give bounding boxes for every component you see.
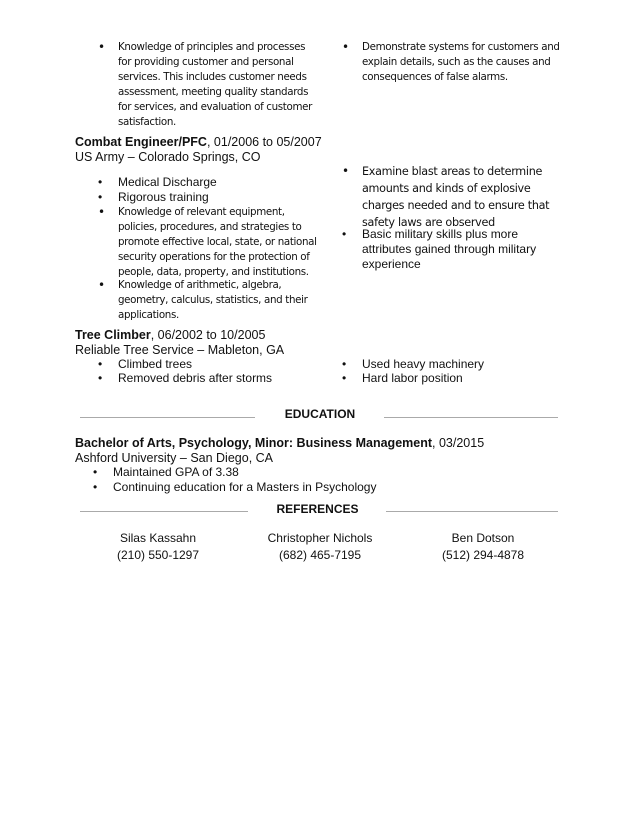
- section-heading-education: EDUCATION: [284, 407, 356, 421]
- job-title: Tree Climber: [75, 328, 151, 342]
- list-item: • Rigorous training: [118, 190, 318, 205]
- reference-entry: [98, 530, 218, 564]
- divider: [80, 417, 255, 418]
- job-title: Combat Engineer/PFC: [75, 135, 207, 149]
- divider: [80, 511, 248, 512]
- reference-phone: (210) 550-1297: [116, 548, 200, 562]
- degree-heading: [75, 436, 484, 451]
- list-item: • Basic military skills plus more attributes gained through military experience: [362, 227, 562, 272]
- divider: [386, 511, 558, 512]
- list-item: • Knowledge of principles and processes for providing customer and personal services. This includes customer needs assessment, meeting quality standards for services, and evaluation of customer satisfaction.: [118, 40, 318, 130]
- list-item: • Climbed trees: [118, 357, 318, 372]
- list-item: • Removed debris after storms: [118, 371, 318, 386]
- list-item: • Continuing education for a Masters in Psychology: [113, 480, 413, 495]
- reference-entry: [252, 530, 388, 564]
- job-employer: US Army – Colorado Springs, CO: [75, 150, 261, 164]
- reference-entry: [423, 530, 543, 564]
- school: Ashford University – San Diego, CA: [75, 451, 274, 465]
- reference-name: Christopher Nichols: [267, 531, 373, 545]
- reference-name: Silas Kassahn: [119, 531, 197, 545]
- degree-title: Bachelor of Arts, Psychology, Minor: Business Management: [75, 436, 433, 450]
- job-heading: [75, 135, 322, 150]
- list-item: • Medical Discharge: [118, 175, 318, 190]
- job-heading: [75, 328, 265, 343]
- job-dates: , 06/2002 to 10/2005: [150, 328, 266, 342]
- list-item: • Maintained GPA of 3.38: [113, 465, 413, 480]
- reference-phone: (512) 294-4878: [441, 548, 525, 562]
- list-item: • Knowledge of relevant equipment, policies, procedures, and strategies to promote effective local, state, or national security operations for the protection of people, data, property, and institutions.: [118, 205, 323, 280]
- list-item: • Used heavy machinery: [362, 357, 562, 372]
- section-heading-references: REFERENCES: [276, 502, 359, 516]
- list-item: • Examine blast areas to determine amounts and kinds of explosive charges needed and to ensure that safety laws are observed: [362, 163, 572, 231]
- divider: [384, 417, 558, 418]
- list-item: • Knowledge of arithmetic, algebra, geometry, calculus, statistics, and their applications.: [118, 278, 308, 323]
- degree-dates: , 03/2015: [432, 436, 485, 450]
- list-item: • Demonstrate systems for customers and explain details, such as the causes and consequences of false alarms.: [362, 40, 562, 85]
- list-item: • Hard labor position: [362, 371, 562, 386]
- job-dates: , 01/2006 to 05/2007: [206, 135, 322, 149]
- reference-name: Ben Dotson: [451, 531, 515, 545]
- reference-phone: (682) 465-7195: [278, 548, 362, 562]
- job-employer: Reliable Tree Service – Mableton, GA: [75, 343, 285, 357]
